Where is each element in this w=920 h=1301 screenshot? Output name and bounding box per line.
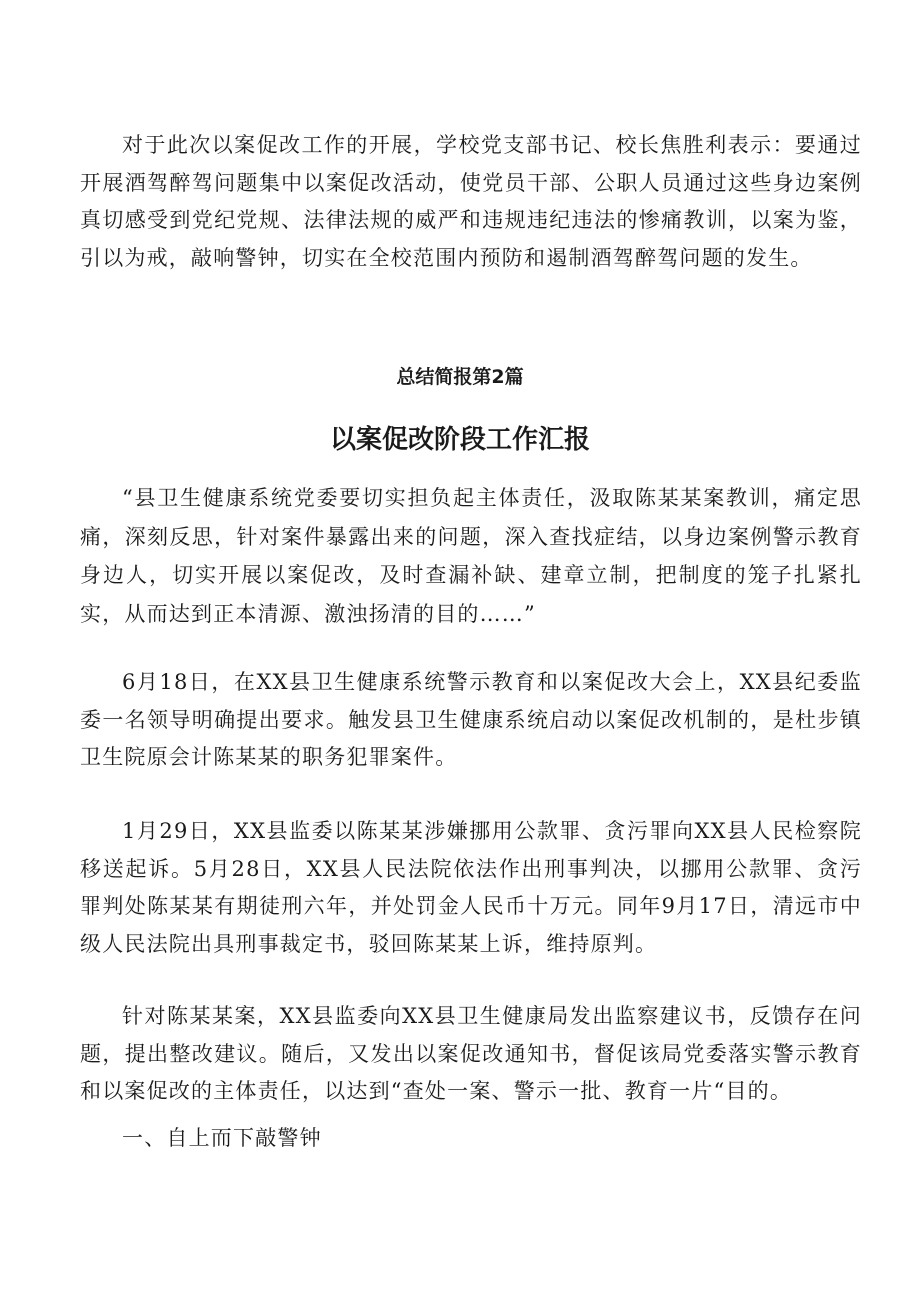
- section-heading: 总结简报第2篇: [396, 366, 524, 388]
- subheading-1: 一、自上而下敲警钟: [122, 1126, 322, 1150]
- paragraph-5: 针对陈某某案，XX县监委向XX县卫生健康局发出监察建议书，反馈存在问题，提出整改建议。随后，又发出以案促改通知书，督促该局党委落实警示教育和以案促改的主体责任，以达到“查处一案、警示一批、教育一片“目的。: [80, 1004, 862, 1103]
- paragraph-3: 6月18日，在XX县卫生健康系统警示教育和以案促改大会上，XX县纪委监委一名领导明确提出要求。触发县卫生健康系统启动以案促改机制的，是杜步镇卫生院原会计陈某某的职务犯罪案件。: [80, 670, 862, 769]
- paragraph-1: 对于此次以案促改工作的开展，学校党支部书记、校长焦胜利表示：要通过开展酒驾醉驾问题集中以案促改活动，使党员干部、公职人员通过这些身边案例真切感受到党纪党规、法律法规的威严和违规违纪违法的惨痛教训，以案为鉴，引以为戒，敲响警钟，切实在全校范围内预防和遏制酒驾醉驾问题的发生。: [80, 133, 862, 270]
- paragraph-4: 1月29日，XX县监委以陈某某涉嫌挪用公款罪、贪污罪向XX县人民检察院移送起诉。5月28日，XX县人民法院依法作出刑事判决，以挪用公款罪、贪污罪判处陈某某有期徒刑六年，并处罚金人民币十万元。同年9月17日，清远市中级人民法院出具刑事裁定书，驳回陈某某上诉，维持原判。: [80, 819, 862, 956]
- report-title: 以案促改阶段工作汇报: [329, 425, 590, 455]
- paragraph-2-quote: “县卫生健康系统党委要切实担负起主体责任，汲取陈某某案教训，痛定思痛，深刻反思，针对案件暴露出来的问题，深入查找症结，以身边案例警示教育身边人，切实开展以案促改，及时查漏补缺、建章立制，把制度的笼子扎紧扎实，从而达到正本清源、激浊扬清的目的……”: [80, 486, 862, 626]
